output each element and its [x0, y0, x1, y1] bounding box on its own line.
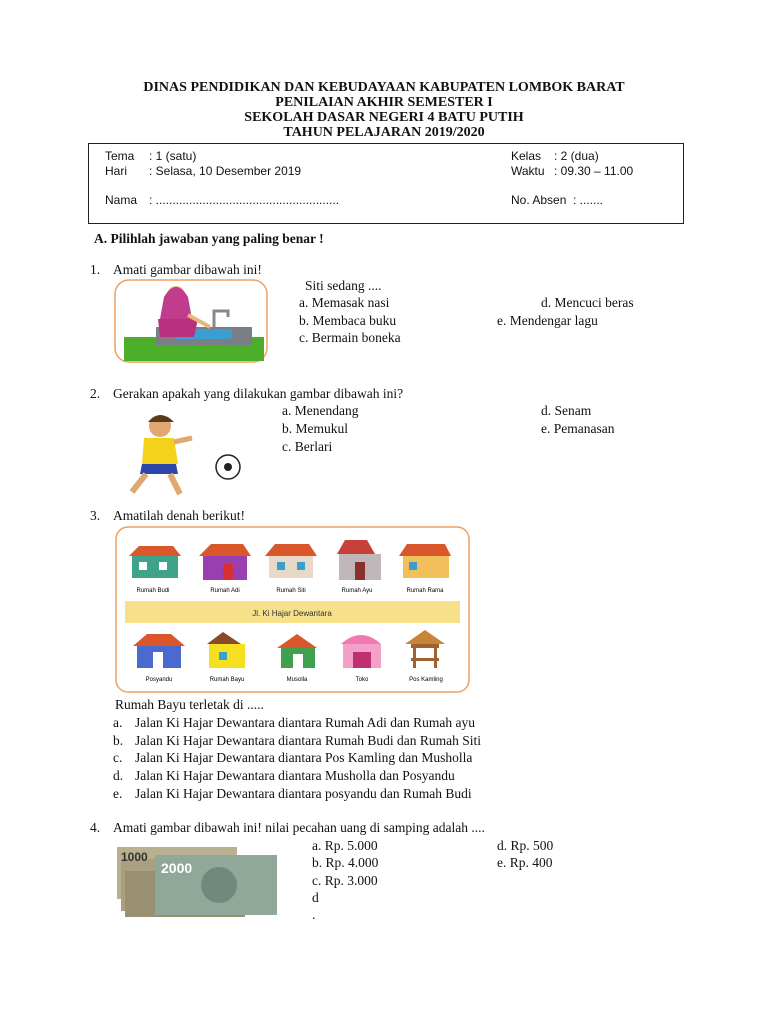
house-toko: [341, 635, 381, 668]
q3-option-e-letter: e.: [113, 786, 123, 801]
q4-number: 4.: [90, 820, 101, 835]
header-line-2: PENILAIAN AKHIR SEMESTER I: [275, 95, 493, 110]
label-rumah-budi: Rumah Budi: [136, 588, 170, 594]
q3-option-e: Jalan Ki Hajar Dewantara diantara posyandu dan Rumah Budi: [135, 786, 472, 801]
q4-extra-dot: .: [312, 907, 316, 922]
hari-value: : Selasa, 10 Desember 2019: [149, 164, 302, 178]
q1-option-c: c. Bermain boneka: [299, 330, 401, 345]
waktu-label: Waktu: [511, 164, 545, 178]
note-2000-label: 2000: [161, 860, 193, 876]
q2-option-c: c. Berlari: [282, 439, 333, 454]
q4-extra-d: d: [312, 890, 319, 905]
q3-number: 3.: [90, 508, 101, 523]
section-a-title: A. Pilihlah jawaban yang paling benar !: [94, 231, 324, 246]
house-rumah-adi: [199, 544, 251, 580]
hari-label: Hari: [105, 164, 128, 178]
nama-label: Nama: [105, 193, 138, 207]
q1-option-d: d. Mencuci beras: [541, 295, 634, 310]
house-rumah-siti: [265, 544, 317, 578]
q3-option-d: Jalan Ki Hajar Dewantara diantara Musholla dan Posyandu: [135, 768, 455, 783]
house-rumah-budi: [129, 546, 181, 578]
q2-number: 2.: [90, 386, 101, 401]
tema-label: Tema: [105, 149, 135, 163]
q3-option-a-letter: a.: [113, 715, 123, 730]
header-line-4: TAHUN PELAJARAN 2019/2020: [283, 125, 485, 140]
waktu-value: : 09.30 – 11.00: [554, 164, 634, 178]
q1-text: Amati gambar dibawah ini!: [113, 262, 262, 277]
q4-text: Amati gambar dibawah ini! nilai pecahan uang di samping adalah ....: [113, 820, 485, 835]
q3-stem: Rumah Bayu terletak di .....: [115, 697, 264, 712]
q1-number: 1.: [90, 262, 101, 277]
q4-option-a: a. Rp. 5.000: [312, 838, 378, 853]
q2-option-a: a. Menendang: [282, 403, 359, 418]
q1-option-a: a. Memasak nasi: [299, 295, 390, 310]
q2-option-d: d. Senam: [541, 403, 592, 418]
q3-text: Amatilah denah berikut!: [113, 508, 245, 523]
q3-option-a: Jalan Ki Hajar Dewantara diantara Rumah Adi dan Rumah ayu: [135, 715, 476, 730]
label-musolla: Musolla: [286, 677, 308, 683]
street-label: Jl. Ki Hajar Dewantara: [252, 609, 332, 618]
q1-option-e: e. Mendengar lagu: [497, 313, 598, 328]
label-toko: Toko: [355, 677, 369, 683]
label-rumah-adi: Rumah Adi: [210, 588, 240, 594]
q4-option-b: b. Rp. 4.000: [312, 855, 379, 870]
label-rumah-rama: Rumah Rama: [406, 588, 444, 594]
q3-option-d-letter: d.: [113, 768, 124, 783]
q3-option-c: Jalan Ki Hajar Dewantara diantara Pos Kamling dan Musholla: [135, 750, 473, 765]
q3-option-b: Jalan Ki Hajar Dewantara diantara Rumah Budi dan Rumah Siti: [135, 733, 482, 748]
absen-value: : .......: [573, 193, 604, 207]
q4-option-d: d. Rp. 500: [497, 838, 554, 853]
q2-kicking-picture: [112, 412, 248, 500]
label-pos-kamling: Pos Kamling: [409, 677, 443, 683]
q4-option-e: e. Rp. 400: [497, 855, 553, 870]
student-info-box: [88, 143, 684, 224]
nama-value: : .......................................................: [149, 193, 340, 207]
q2-text: Gerakan apakah yang dilakukan gambar dibawah ini?: [113, 386, 404, 401]
q4-money-picture: [117, 845, 279, 918]
q1-stem: Siti sedang ....: [305, 278, 382, 293]
header-line-1: DINAS PENDIDIKAN DAN KEBUDAYAAN KABUPATEN LOMBOK BARAT: [143, 80, 625, 95]
house-rumah-rama: [399, 544, 451, 578]
q2-option-e: e. Pemanasan: [541, 421, 615, 436]
kelas-value: : 2 (dua): [554, 149, 599, 163]
kelas-label: Kelas: [511, 149, 542, 163]
header-line-3: SEKOLAH DASAR NEGERI 4 BATU PUTIH: [244, 110, 524, 125]
label-rumah-bayu: Rumah Bayu: [209, 677, 245, 683]
label-rumah-ayu: Rumah Ayu: [341, 588, 373, 594]
q2-option-b: b. Memukul: [282, 421, 348, 436]
q3-option-c-letter: c.: [113, 750, 123, 765]
q3-option-b-letter: b.: [113, 733, 124, 748]
q3-map: [115, 526, 470, 693]
absen-label: No. Absen: [511, 193, 567, 207]
label-rumah-siti: Rumah Siti: [276, 588, 306, 594]
q1-washing-picture: [114, 279, 268, 363]
q1-option-b: b. Membaca buku: [299, 313, 397, 328]
tema-value: : 1 (satu): [149, 149, 197, 163]
label-posyandu: Posyandu: [145, 677, 173, 683]
q4-option-c: c. Rp. 3.000: [312, 873, 378, 888]
note-1000-label: 1000: [121, 850, 148, 864]
